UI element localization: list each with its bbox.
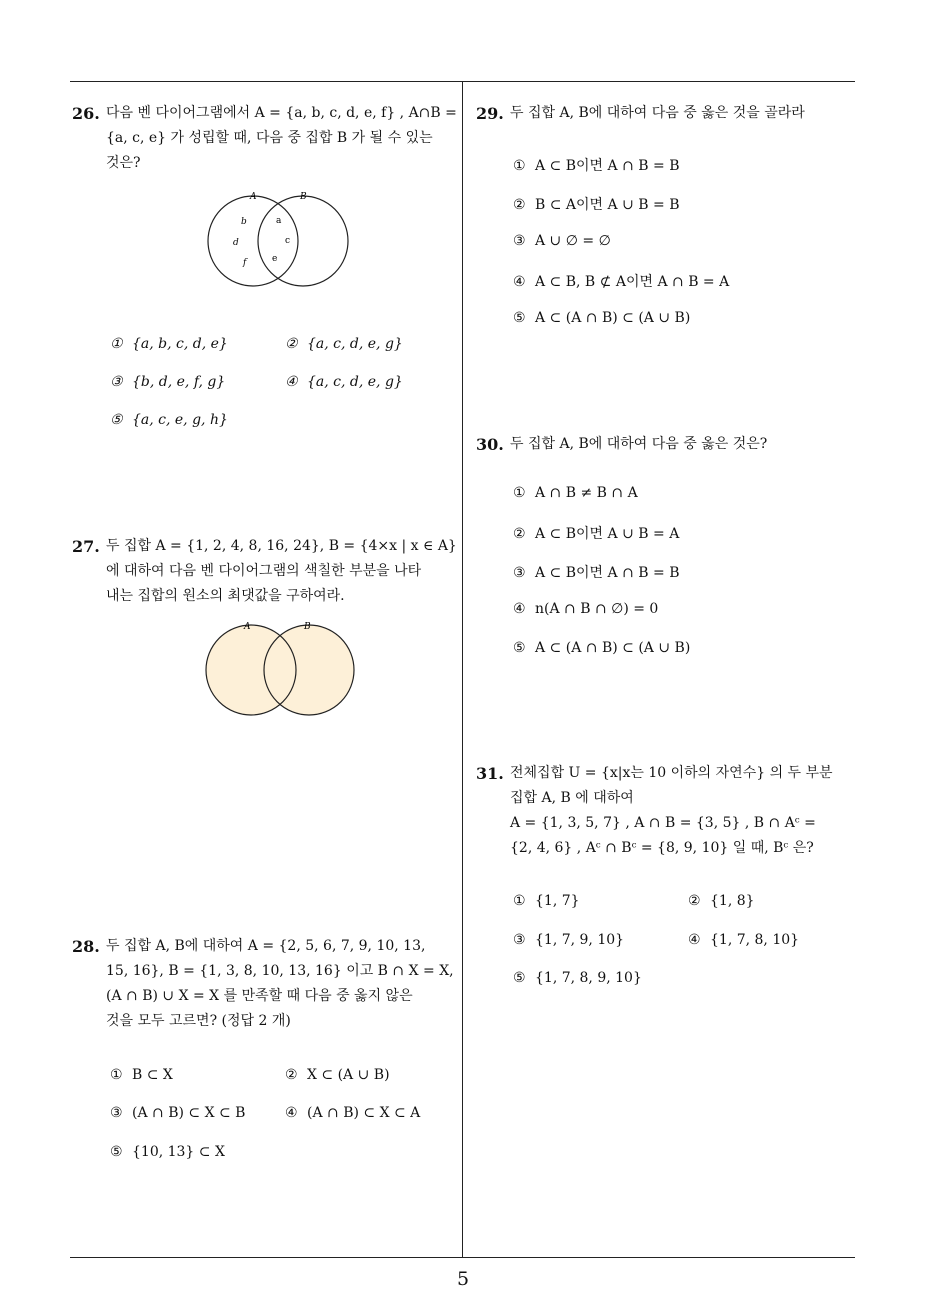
question-number: 26.	[72, 104, 100, 123]
option-3[interactable]: ③ {b, d, e, f, g}	[110, 374, 226, 390]
question-number: 30.	[476, 435, 504, 454]
question-line: 두 집합 A, B에 대하여 다음 중 옳은 것은?	[510, 436, 768, 452]
option-3[interactable]: ③ A ∪ ∅ = ∅	[513, 233, 611, 249]
option-5[interactable]: ⑤ {1, 7, 8, 9, 10}	[513, 970, 642, 986]
option-4[interactable]: ④ A ⊂ B, B ⊄ A이면 A ∩ B = A	[513, 274, 730, 290]
question-27	[72, 534, 457, 609]
question-line: {a, c, e} 가 성립할 때, 다음 중 집합 B 가 될 수 있는	[106, 130, 433, 146]
option-4[interactable]: ④ (A ∩ B) ⊂ X ⊂ A	[285, 1105, 421, 1121]
option-2[interactable]: ② X ⊂ (A ∪ B)	[285, 1067, 390, 1083]
question-29	[476, 101, 861, 126]
option-1[interactable]: ① {1, 7}	[513, 893, 580, 909]
option-3[interactable]: ③ (A ∩ B) ⊂ X ⊂ B	[110, 1105, 246, 1121]
question-26	[72, 101, 457, 176]
option-5[interactable]: ⑤ A ⊂ (A ∩ B) ⊂ (A ∪ B)	[513, 310, 691, 326]
question-line: 집합 A, B 에 대하여	[510, 790, 634, 806]
question-line: 것은?	[106, 155, 141, 171]
question-line: 두 집합 A, B에 대하여 A = {2, 5, 6, 7, 9, 10, 13,	[106, 938, 426, 954]
element-label: a	[276, 216, 282, 226]
question-line: 두 집합 A = {1, 2, 4, 8, 16, 24}, B = {4×x | x ∈ A}	[106, 538, 457, 554]
set-label-b: B	[304, 622, 311, 632]
element-label: e	[272, 254, 278, 264]
question-line: A = {1, 3, 5, 7} , A ∩ B = {3, 5} , B ∩ Aᶜ =	[510, 815, 816, 831]
option-2[interactable]: ② B ⊂ A이면 A ∪ B = B	[513, 197, 680, 213]
footer-rule	[70, 1257, 855, 1258]
column-divider	[462, 81, 463, 1258]
option-3[interactable]: ③ A ⊂ B이면 A ∩ B = B	[513, 565, 680, 581]
question-line: 두 집합 A, B에 대하여 다음 중 옳은 것을 골라라	[510, 105, 805, 121]
option-1[interactable]: ① A ∩ B ≠ B ∩ A	[513, 485, 638, 501]
option-2[interactable]: ② {a, c, d, e, g}	[285, 336, 403, 352]
option-2[interactable]: ② A ⊂ B이면 A ∪ B = A	[513, 526, 680, 542]
element-label: c	[285, 236, 291, 246]
element-label: d	[233, 238, 239, 248]
question-number: 28.	[72, 937, 100, 956]
question-line: 다음 벤 다이어그램에서 A = {a, b, c, d, e, f} , A∩B =	[106, 105, 457, 121]
question-28	[72, 934, 457, 1034]
venn-diagram-27	[196, 616, 364, 720]
question-line: 에 대하여 다음 벤 다이어그램의 색칠한 부분을 나타	[106, 563, 422, 579]
option-1[interactable]: ① B ⊂ X	[110, 1067, 173, 1083]
question-line: (A ∩ B) ∪ X = X 를 만족할 때 다음 중 옳지 않은	[106, 988, 413, 1004]
set-label-b: B	[300, 192, 307, 202]
question-number: 31.	[476, 764, 504, 783]
question-number: 27.	[72, 537, 100, 556]
option-5[interactable]: ⑤ {10, 13} ⊂ X	[110, 1144, 225, 1160]
element-label: b	[241, 217, 247, 227]
option-4[interactable]: ④ {a, c, d, e, g}	[285, 374, 403, 390]
question-text	[510, 761, 861, 861]
question-line: 것을 모두 고르면? (정답 2 개)	[106, 1013, 291, 1029]
option-1[interactable]: ① {a, b, c, d, e}	[110, 336, 228, 352]
question-line: 전체집합 U = {x|x는 10 이하의 자연수} 의 두 부분	[510, 765, 833, 781]
question-line: {2, 4, 6} , Aᶜ ∩ Bᶜ = {8, 9, 10} 일 때, Bᶜ 은?	[510, 840, 814, 856]
venn-diagram-26	[200, 186, 360, 290]
option-2[interactable]: ② {1, 8}	[688, 893, 755, 909]
option-3[interactable]: ③ {1, 7, 9, 10}	[513, 932, 625, 948]
option-4[interactable]: ④ {1, 7, 8, 10}	[688, 932, 800, 948]
page-number: 5	[456, 1268, 470, 1290]
option-5[interactable]: ⑤ {a, c, e, g, h}	[110, 412, 228, 428]
option-1[interactable]: ① A ⊂ B이면 A ∩ B = B	[513, 158, 680, 174]
question-text	[106, 934, 457, 1034]
question-text	[510, 101, 861, 126]
question-line: 15, 16}, B = {1, 3, 8, 10, 13, 16} 이고 B ∩ X = X,	[106, 963, 454, 979]
question-line: 내는 집합의 원소의 최댓값을 구하여라.	[106, 588, 345, 604]
set-label-a: A	[250, 192, 257, 202]
option-5[interactable]: ⑤ A ⊂ (A ∩ B) ⊂ (A ∪ B)	[513, 640, 691, 656]
element-label: f	[243, 258, 247, 268]
question-text	[510, 432, 861, 457]
question-31	[476, 761, 861, 861]
question-30	[476, 432, 861, 457]
option-4[interactable]: ④ n(A ∩ B ∩ ∅) = 0	[513, 601, 659, 617]
question-text	[106, 101, 457, 176]
question-number: 29.	[476, 104, 504, 123]
question-text	[106, 534, 457, 609]
set-label-a: A	[244, 622, 251, 632]
